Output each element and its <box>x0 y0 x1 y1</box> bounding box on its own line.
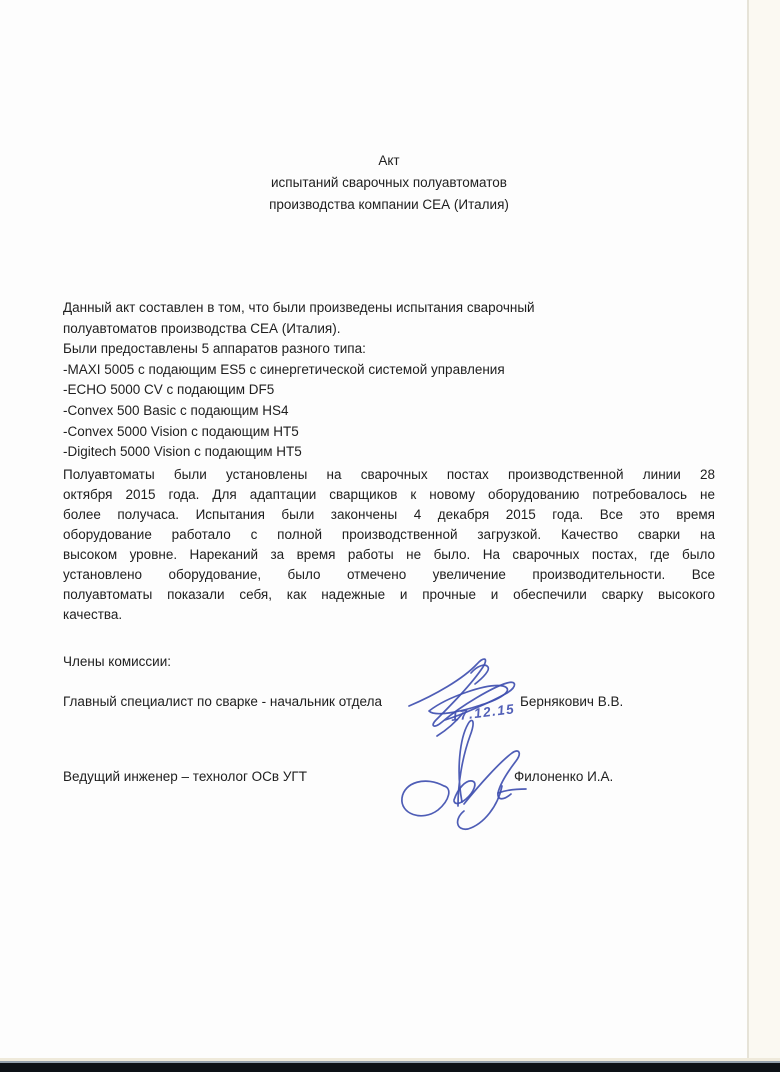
body-text-line: Полуавтоматы были установлены на сварочных постах производственной линии 28 <box>63 467 715 482</box>
title-line-1: Акт <box>378 153 400 168</box>
body-text-line: Данный акт составлен в том, что были произведены испытания сварочный <box>63 300 535 315</box>
scan-margin-strip <box>749 0 780 1062</box>
body-text-line: октября 2015 года. Для адаптации сварщиков к новому оборудованию потребовалось не <box>63 487 715 502</box>
body-text-line: полуавтоматов производства СЕА (Италия). <box>63 320 341 336</box>
equipment-list-item: -Digitech 5000 Vision с подающим HT5 <box>63 444 302 460</box>
commission-heading: Члены комиссии: <box>63 654 172 669</box>
equipment-list-item: -Convex 5000 Vision с подающим HT5 <box>63 423 299 439</box>
body-text-line: установлено оборудование, было отмечено увеличение производительности. Все <box>63 567 715 582</box>
body-text-line: оборудование работало с полной производственной загрузкой. Качество сварки на <box>63 527 715 542</box>
body-text-line: полуавтоматы показали себя, как надежные и прочные и обеспечили сварку высокого <box>63 587 715 602</box>
body-text-line: качества. <box>63 607 123 622</box>
title-line-3: производства компании СЕА (Италия) <box>269 197 509 212</box>
body-text-line: Были предоставлены 5 аппаратов разного типа: <box>63 341 366 357</box>
equipment-list-item: -ECHO 5000 CV с подающим DF5 <box>63 382 275 398</box>
document-title <box>63 150 715 216</box>
body-text-line: более получаса. Испытания были закончены 4 декабря 2015 года. Все это время <box>63 507 715 522</box>
intro-paragraph <box>63 298 715 463</box>
signature-scribble-filonenko <box>392 706 527 834</box>
title-line-2: испытаний сварочных полуавтоматов <box>271 175 507 190</box>
signatory1-name: Бернякович В.В. <box>520 694 624 709</box>
signature-scribble-bernyakovich <box>405 651 525 739</box>
handwritten-date: 17.12.15 <box>450 701 516 724</box>
scanner-band <box>0 1063 780 1072</box>
equipment-list-item: -MAXI 5005 с подающим ES5 с синергетической системой управления <box>63 361 505 377</box>
signatory2-name: Филоненко И.А. <box>514 769 614 784</box>
paper-edge-line <box>747 0 749 1062</box>
body-text-line: высоком уровне. Нареканий за время работы не было. На сварочных постах, где было <box>63 547 715 562</box>
signatory2-role: Ведущий инженер – технолог ОСв УГТ <box>63 769 307 784</box>
results-paragraph <box>63 465 715 625</box>
signatory1-role: Главный специалист по сварке - начальник отдела <box>63 694 382 709</box>
equipment-list-item: -Convex 500 Basic с подающим HS4 <box>63 402 289 418</box>
